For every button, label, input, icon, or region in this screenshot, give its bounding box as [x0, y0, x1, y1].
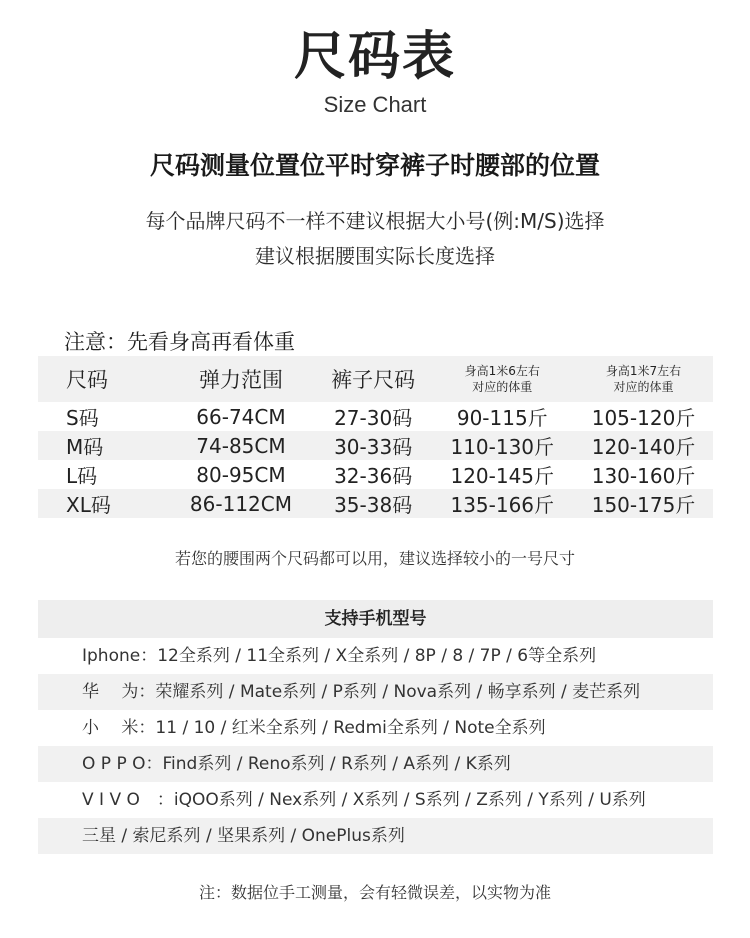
size-cell: S码	[66, 406, 99, 430]
phone-models-text: Find系列 / Reno系列 / R系列 / A系列 / K系列	[162, 754, 511, 774]
pants-cell: 32-36码	[334, 464, 413, 488]
size-cell: M码	[66, 435, 104, 459]
size-advice: 若您的腰围两个尺码都可以用，建议选择较小的一号尺寸	[174, 549, 575, 568]
phone-row-iphone	[38, 638, 713, 674]
table-row	[38, 489, 713, 518]
header-elastic-range: 弹力范围	[198, 368, 283, 392]
phone-row-vivo	[38, 782, 713, 818]
range-cell: 80-95CM	[196, 462, 286, 487]
measurement-heading: 尺码测量位置位平时穿裤子时腰部的位置	[149, 151, 600, 180]
phone-row-oppo	[38, 746, 713, 782]
page-title: 尺码表	[293, 27, 456, 87]
table-row	[38, 431, 713, 460]
header-weight-170-line1: 身高1米7左右	[605, 364, 682, 378]
table-row	[38, 402, 713, 431]
note-line-2: 建议根据腰围实际长度选择	[255, 244, 495, 268]
weight-160-cell: 135-166斤	[450, 493, 555, 517]
size-cell: L码	[66, 464, 98, 488]
weight-160-cell: 90-115斤	[456, 406, 548, 430]
phone-brand-label: 华 为：	[82, 682, 156, 702]
pants-cell: 30-33码	[334, 435, 413, 459]
phone-brand-label: O P P O：	[82, 754, 163, 774]
phone-row-xiaomi	[38, 710, 713, 746]
header-weight-170	[574, 356, 713, 402]
phone-brand-label: Iphone：	[82, 646, 158, 666]
weight-170-cell: 150-175斤	[591, 493, 696, 517]
weight-170-cell: 120-140斤	[591, 435, 696, 459]
phone-models-text: 11 / 10 / 红米全系列 / Redmi全系列 / Note全系列	[155, 718, 546, 738]
note-line-1: 每个品牌尺码不一样不建议根据大小号(例:M/S)选择	[145, 209, 605, 233]
size-table-header-row	[38, 356, 713, 402]
header-weight-160-line1: 身高1米6左右	[464, 364, 540, 378]
header-size: 尺码	[66, 368, 108, 392]
weight-160-cell: 110-130斤	[450, 435, 555, 459]
phone-models-text: 荣耀系列 / Mate系列 / P系列 / Nova系列 / 畅享系列 / 麦芒系列	[155, 682, 641, 702]
header-weight-170-line2: 对应的体重	[613, 380, 674, 394]
phone-models-title: 支持手机型号	[38, 600, 713, 638]
phone-row-others	[38, 818, 713, 854]
size-cell: XL码	[66, 493, 111, 517]
phone-brand-label: 小 米：	[82, 718, 156, 738]
phone-brand-label: V I V O ：	[82, 790, 174, 810]
header-weight-160-line2: 对应的体重	[472, 380, 533, 394]
range-cell: 74-85CM	[196, 433, 286, 458]
phone-models-section	[38, 600, 713, 854]
phone-models-text: iQOO系列 / Nex系列 / X系列 / S系列 / Z系列 / Y系列 / U系列	[173, 790, 646, 810]
pants-cell: 27-30码	[334, 406, 413, 430]
table-row	[38, 460, 713, 489]
phone-models-text: 三星 / 索尼系列 / 坚果系列 / OnePlus系列	[82, 826, 405, 846]
page-subtitle: Size Chart	[323, 92, 427, 117]
range-cell: 86-112CM	[189, 491, 292, 516]
footnote: 注：数据位手工测量，会有轻微误差，以实物为准	[198, 883, 551, 902]
weight-170-cell: 130-160斤	[591, 464, 696, 488]
range-cell: 66-74CM	[196, 404, 286, 429]
attention-note: 注意：先看身高再看体重	[64, 330, 295, 354]
phone-models-text: 12全系列 / 11全系列 / X全系列 / 8P / 8 / 7P / 6等全系列	[157, 646, 597, 666]
weight-170-cell: 105-120斤	[591, 406, 696, 430]
pants-cell: 35-38码	[334, 493, 413, 517]
phone-row-huawei	[38, 674, 713, 710]
header-pants-size: 裤子尺码	[331, 368, 416, 392]
size-table	[38, 356, 713, 518]
header-weight-160	[430, 356, 574, 402]
weight-160-cell: 120-145斤	[450, 464, 555, 488]
